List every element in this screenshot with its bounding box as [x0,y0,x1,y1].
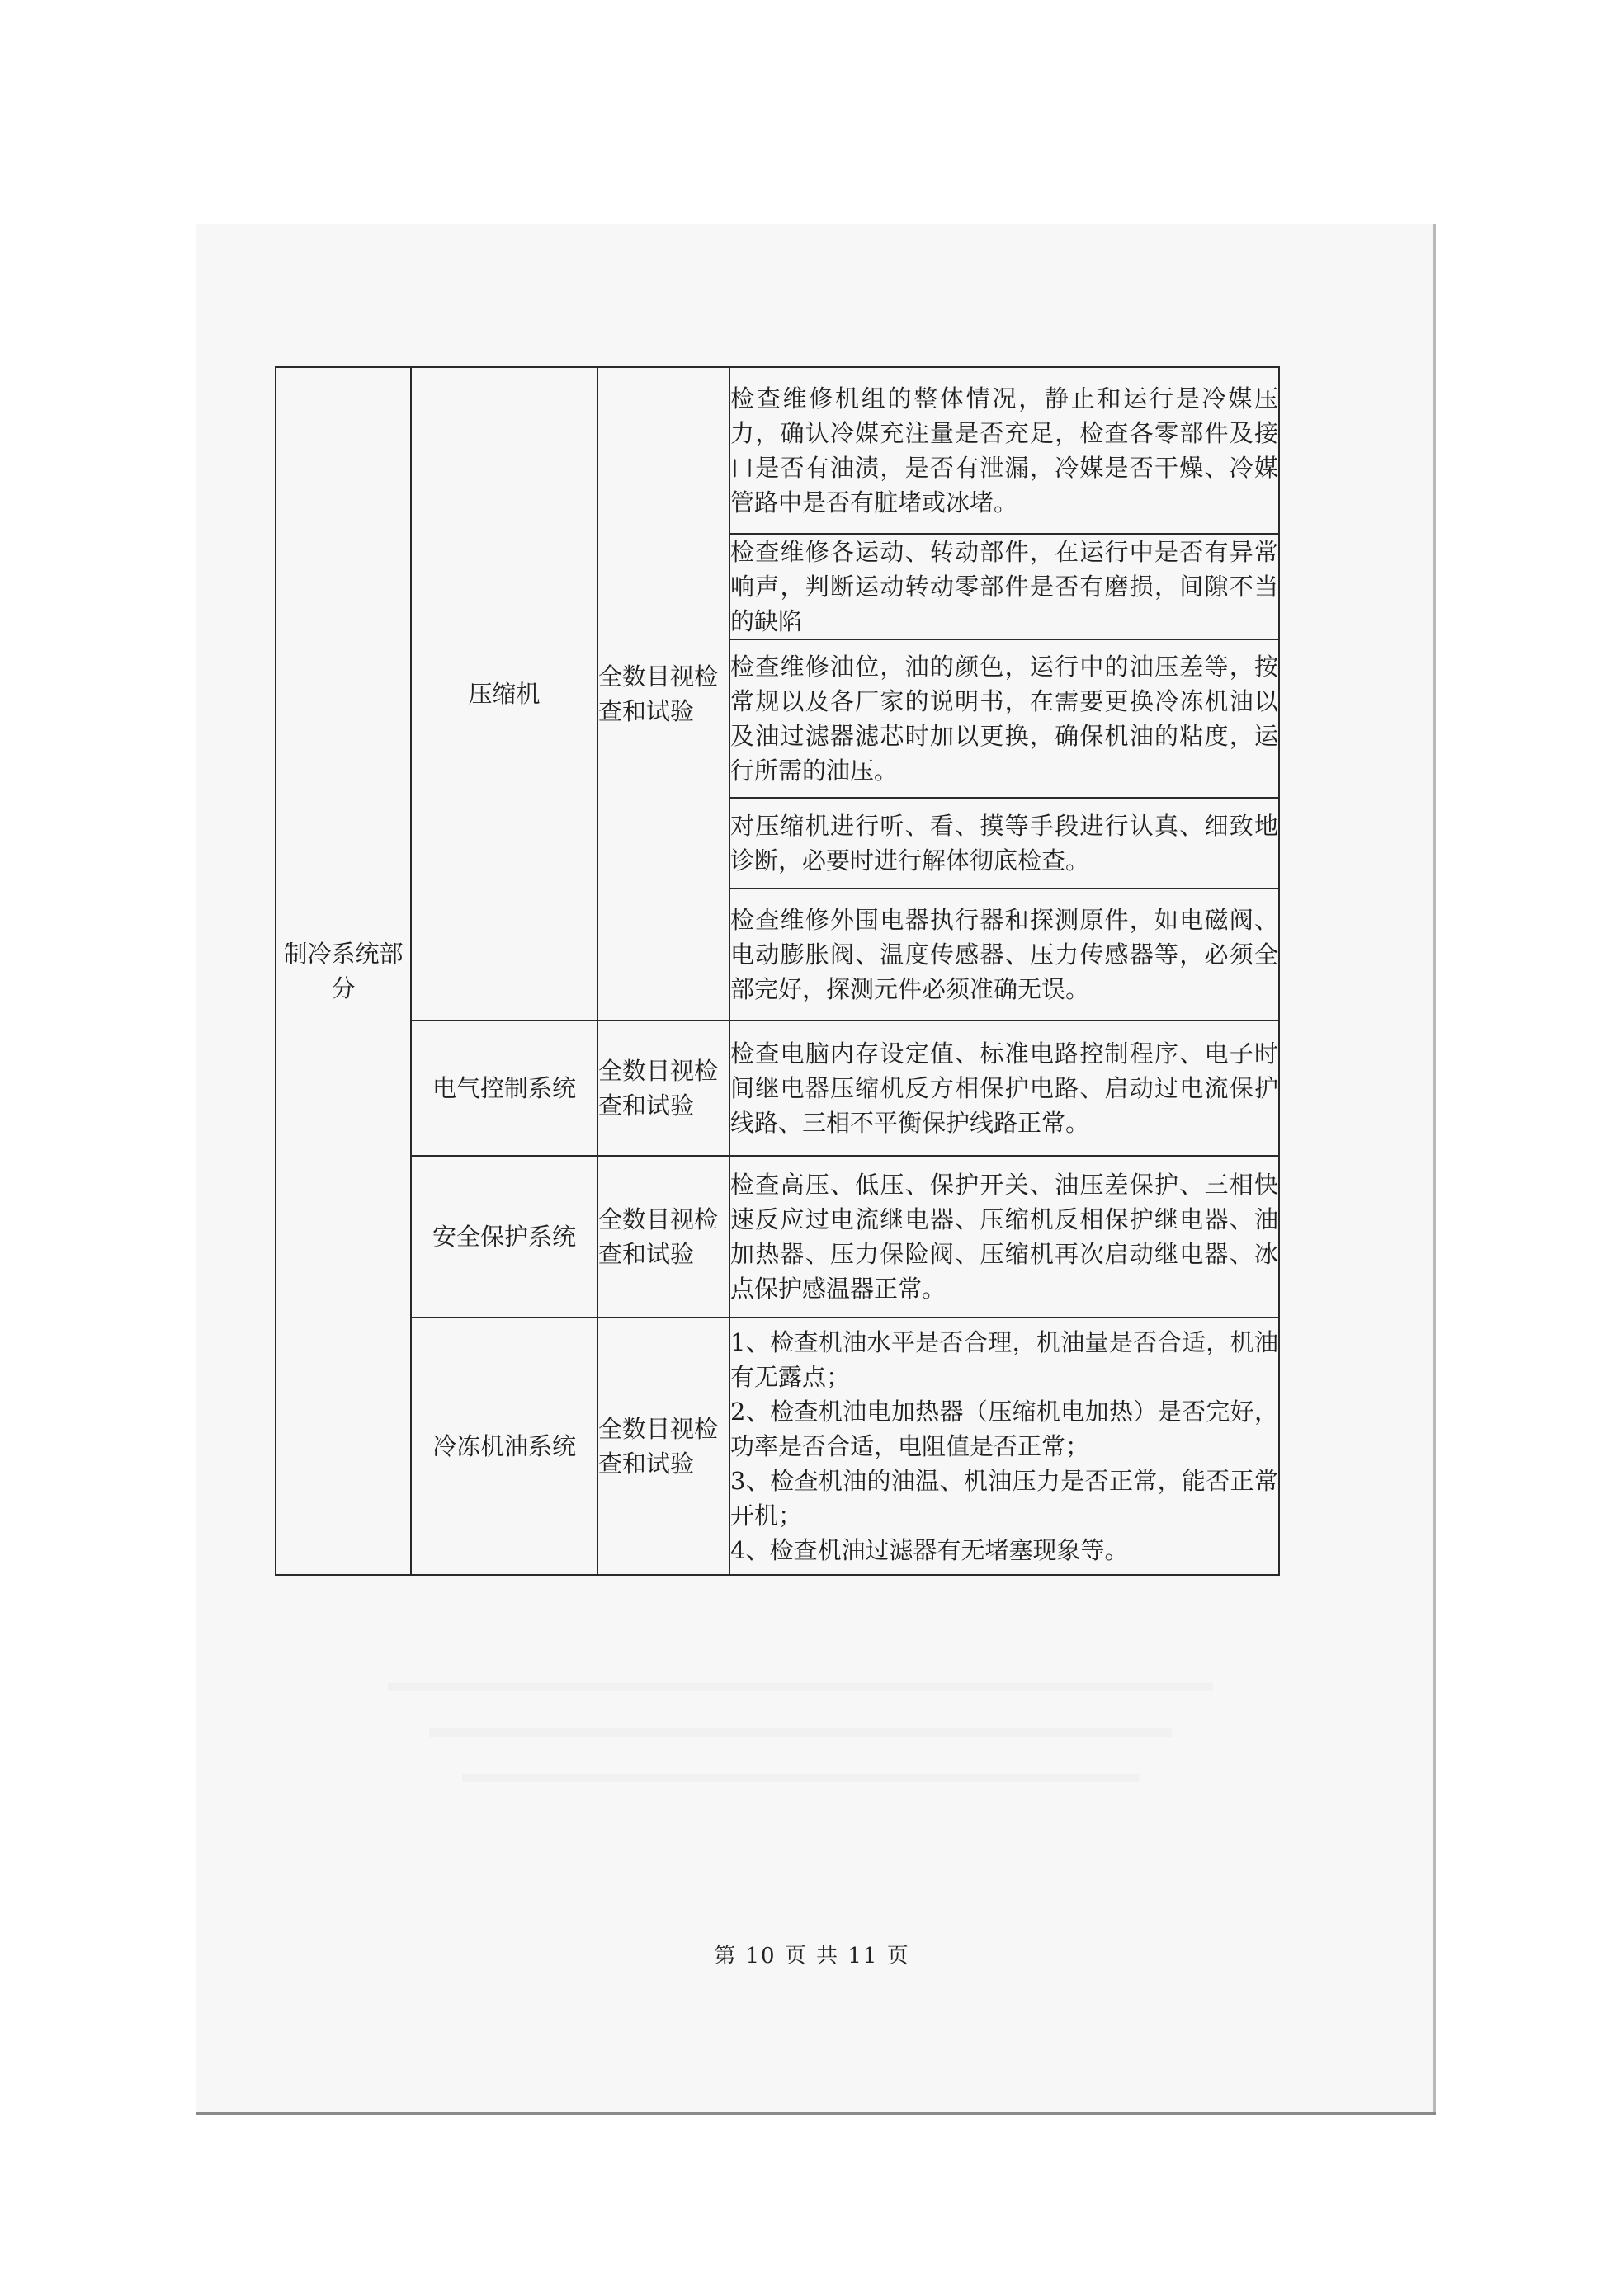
content-cell: 检查高压、低压、保护开关、油压差保护、三相快速反应过电流继电器、压缩机反相保护继电器、油加热器、压力保险阀、压缩机再次启动继电器、冰点保护感温器正常。 [729,1156,1279,1318]
method-cell-safety-protection: 全数目视检查和试验 [597,1156,729,1318]
content-line: 4、检查机油过滤器有无堵塞现象等。 [730,1536,1129,1564]
content-cell: 检查维修各运动、转动部件，在运行中是否有异常响声，判断运动转动零部件是否有磨损，间隙不当的缺陷 [729,534,1279,639]
content-cell: 检查维修油位，油的颜色，运行中的油压差等，按常规以及各厂家的说明书，在需要更换冷冻机油以及油过滤器滤芯时加以更换，确保机油的粘度，运行所需的油压。 [729,639,1279,798]
page-edge-shadow-right [1433,224,1436,2114]
content-cell: 对压缩机进行听、看、摸等手段进行认真、细致地诊断，必要时进行解体彻底检查。 [729,798,1279,889]
subsystem-cell-oil-system: 冷冻机油系统 [411,1318,597,1575]
method-cell-electrical-control: 全数目视检查和试验 [597,1021,729,1156]
page-edge-shadow-bottom [196,2112,1436,2115]
content-cell: 检查电脑内存设定值、标准电路控制程序、电子时间继电器压缩机反方相保护电路、启动过电流保护线路、三相不平衡保护线路正常。 [729,1021,1279,1156]
table-row [276,1318,1279,1575]
content-cell-oil-system [729,1318,1279,1575]
content-cell: 检查维修机组的整体情况，静止和运行是冷媒压力，确认冷媒充注量是否充足，检查各零部件及接口是否有油渍，是否有泄漏，冷媒是否干燥、冷媒管路中是否有脏堵或冰堵。 [729,367,1279,534]
subsystem-cell-compressor: 压缩机 [411,367,597,1021]
maintenance-spec-table [275,366,1280,1576]
table-row [276,367,1279,534]
content-cell: 检查维修外围电器执行器和探测原件，如电磁阀、电动膨胀阀、温度传感器、压力传感器等，必须全部完好，探测元件必须准确无误。 [729,889,1279,1021]
bleed-through-mark [429,1728,1172,1737]
content-line: 1、检查机油水平是否合理，机油量是否合适，机油有无露点； [730,1328,1278,1391]
subsystem-cell-electrical-control: 电气控制系统 [411,1021,597,1156]
subsystem-cell-safety-protection: 安全保护系统 [411,1156,597,1318]
table-row [276,1021,1279,1156]
bleed-through-mark [462,1774,1139,1782]
content-line: 2、检查机油电加热器（压缩机电加热）是否完好，功率是否合适，电阻值是否正常； [730,1398,1278,1460]
method-cell-oil-system: 全数目视检查和试验 [597,1318,729,1575]
method-cell-compressor: 全数目视检查和试验 [597,367,729,1021]
section-cell: 制冷系统部分 [276,367,411,1575]
table-row [276,1156,1279,1318]
page-number-footer: 第 10 页 共 11 页 [714,1944,910,1968]
content-line: 3、检查机油的油温、机油压力是否正常，能否正常开机； [730,1467,1278,1530]
bleed-through-mark [388,1683,1213,1691]
